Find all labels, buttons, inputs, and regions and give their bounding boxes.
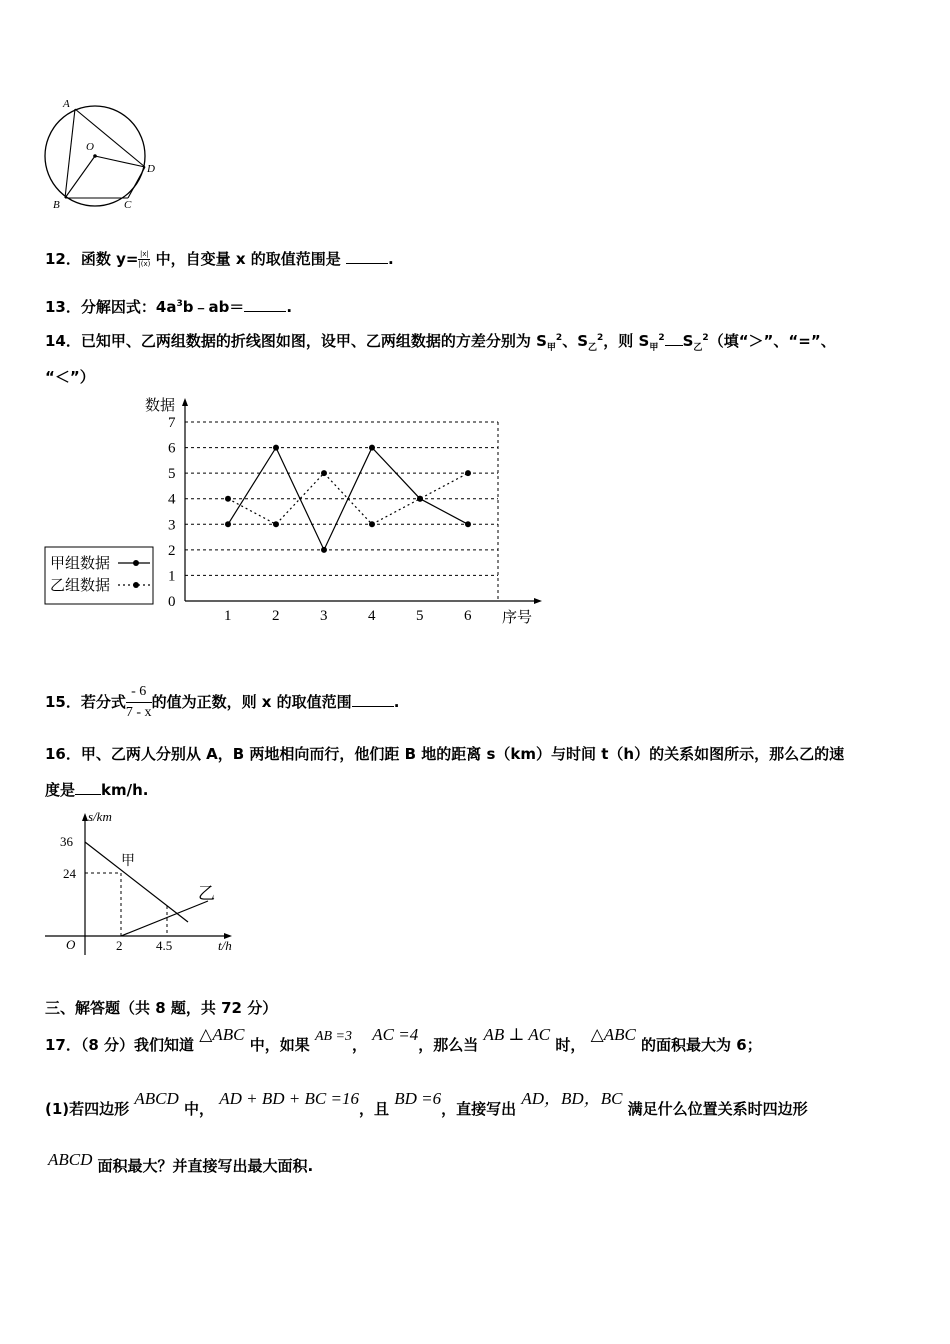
q17-1-text-c: ，且 (358, 1100, 389, 1118)
legend-label-2: 乙组数据 (50, 578, 111, 594)
q14-sup-2: 2 (597, 333, 604, 343)
q17-number: 17． (45, 1036, 81, 1054)
series-2-point (225, 496, 231, 502)
q13-text: 分解因式：4a (80, 298, 177, 316)
q15-answer-blank[interactable] (352, 706, 394, 707)
question-12 (45, 248, 394, 269)
q17-1-quad-2: ABCD (48, 1150, 93, 1169)
y-mark-36: 36 (60, 834, 73, 849)
label-C: C (124, 199, 132, 211)
y-tick-label: 1 (168, 568, 176, 585)
distance-time-figure (40, 805, 250, 965)
jia-line (85, 842, 188, 922)
q17-1-segs: AD，BD，BC (521, 1089, 623, 1108)
y-axis-label: s/km (88, 809, 112, 824)
q14-sup-4: 2 (702, 333, 709, 343)
question-14-line2 (45, 366, 95, 387)
question-14 (45, 330, 836, 353)
q14-sub-yi-2: 乙 (693, 343, 703, 353)
q15-fraction (126, 682, 152, 723)
q14-sup-3: 2 (658, 333, 665, 343)
chord-AB (65, 109, 75, 198)
q12-frac-num: |x| (140, 250, 149, 258)
label-D: D (147, 163, 155, 175)
question-16 (45, 743, 844, 764)
label-B: B (53, 199, 60, 211)
chord-AD (75, 109, 145, 167)
q13-text-b: b﹣ab＝ (182, 298, 245, 316)
legend-marker-1 (133, 560, 139, 566)
y-tick-label: 7 (168, 415, 176, 431)
q13-end: . (286, 298, 293, 316)
q15-end: . (393, 693, 400, 711)
question-16-line2 (45, 779, 148, 800)
x-axis-title: 序号 (502, 610, 533, 626)
q17-text-c: ，那么当 (418, 1036, 479, 1054)
legend-marker-2 (133, 582, 139, 588)
q14-line2: “＜”） (45, 368, 95, 386)
y-tick-label: 6 (168, 440, 176, 457)
x-tick-label: 2 (272, 608, 280, 624)
q14-sub-yi: 乙 (588, 343, 598, 353)
yi-line (121, 901, 208, 936)
q12-answer-blank[interactable] (346, 263, 388, 264)
q15-number: 15． (45, 693, 81, 711)
q16-answer-blank[interactable] (75, 794, 101, 795)
q17-1-text-f: 面积最大？并直接写出最大面积. (97, 1157, 314, 1175)
q17-text-e: 的面积最大为 6； (641, 1036, 762, 1054)
series-2-point (465, 470, 471, 476)
x-tick-label: 5 (416, 608, 424, 624)
q17-1-text-e: 满足什么位置关系时四边形 (627, 1100, 808, 1118)
q12-text-b: 中，自变量 x 的取值范围是 (150, 250, 346, 268)
circle-figure (38, 95, 168, 215)
x-mark-2: 2 (116, 938, 123, 953)
q12-frac-den: |(x) (138, 260, 151, 268)
q17-1-label: (1)若四边形 (45, 1100, 130, 1118)
q17-ac: AC =4 (372, 1025, 419, 1044)
x-tick-label: 3 (320, 608, 328, 624)
y-axis-arrow (182, 398, 188, 406)
series-1-point (225, 521, 231, 527)
section-3-title (45, 997, 277, 1018)
q14-answer-blank[interactable] (665, 345, 683, 346)
q17-ab: AB =3 (314, 1029, 353, 1044)
x-tick-label: 4 (368, 608, 376, 624)
q16-number: 16． (45, 745, 81, 763)
question-15 (45, 682, 399, 723)
series-2-point (321, 470, 327, 476)
q17-triangle: △ABC (199, 1025, 245, 1044)
x-axis-arrow (534, 598, 542, 604)
q17-1-bd: BD =6 (394, 1089, 442, 1108)
legend-label-1: 甲组数据 (50, 556, 111, 572)
series-1-point (465, 521, 471, 527)
y-tick-label: 3 (168, 517, 176, 534)
label-jia: 甲 (121, 854, 135, 869)
q14-number: 14． (45, 332, 81, 350)
q15-text-b: 的值为正数，则 x 的取值范围 (151, 693, 352, 711)
q16-line2-b: km/h. (101, 781, 149, 799)
x-mark-4-5: 4.5 (156, 938, 173, 953)
q14-sub-jia-2: 甲 (649, 343, 659, 353)
series-1-point (273, 445, 279, 451)
x-tick-label: 1 (224, 608, 232, 624)
y-axis-title: 数据 (145, 398, 176, 414)
y-tick-label: 5 (168, 466, 176, 483)
x-axis-label: t/h (218, 938, 232, 953)
question-17-part-1-line2 (48, 1150, 314, 1176)
label-A: A (63, 98, 70, 110)
q14-sub-jia: 甲 (546, 343, 556, 353)
series-1-point (369, 445, 375, 451)
line-chart (40, 390, 550, 630)
q17-text-b: 中，如果 (249, 1036, 310, 1054)
section-3-text: 三、解答题（共 8 题，共 72 分） (45, 999, 278, 1017)
q14-sup-1: 2 (555, 333, 563, 343)
q14-sep: 、S (562, 332, 588, 350)
question-17-part-1 (45, 1089, 808, 1119)
series-1-point (321, 547, 327, 553)
q17-triangle-2: △ABC (590, 1025, 636, 1044)
q17-perp: AB ⊥ AC (483, 1025, 551, 1044)
q17-text-a: （8 分）我们知道 (80, 1036, 195, 1054)
y-mark-24: 24 (63, 866, 76, 881)
origin-label: O (66, 937, 76, 952)
q12-end: . (388, 250, 394, 268)
q14-blank-sep: S (682, 332, 694, 350)
radius-OD (95, 156, 145, 167)
q15-frac-den: 7 - x (125, 705, 152, 720)
y-tick-label: 2 (168, 542, 176, 559)
q14-line1: 已知甲、乙两组数据的折线图如图，设甲、乙两组数据的方差分别为 S (80, 332, 547, 350)
series-2-point (369, 521, 375, 527)
q13-number: 13． (45, 298, 81, 316)
question-17 (45, 1025, 762, 1055)
q12-text-a: 函数 y= (80, 250, 139, 268)
center-dot (93, 154, 97, 158)
q17-1-quad: ABCD (134, 1089, 179, 1108)
q14-then: ，则 S (603, 332, 650, 350)
series-2-point (273, 521, 279, 527)
q12-number: 12． (45, 250, 81, 268)
x-tick-label: 6 (464, 608, 472, 624)
q12-fraction (138, 250, 150, 269)
y-tick-label: 4 (168, 491, 176, 508)
q17-1-sum: AD + BD + BC =16 (219, 1089, 359, 1108)
series-2-point (417, 496, 423, 502)
q15-text-a: 若分式 (80, 693, 126, 711)
label-O: O (86, 141, 94, 153)
y-tick-label: 0 (168, 594, 176, 610)
q16-line2-a: 度是 (45, 781, 76, 799)
chord-CD (128, 167, 145, 198)
q17-text-d: 时， (555, 1036, 586, 1054)
q17-1-text-b: 中， (184, 1100, 215, 1118)
q16-line1: 甲、乙两人分别从 A，B 两地相向而行，他们距 B 地的距离 s（km）与时间 t（h）的关系如图所示，那么乙的速 (80, 745, 845, 763)
q13-answer-blank[interactable] (244, 311, 286, 312)
q17-1-text-d: ，直接写出 (441, 1100, 517, 1118)
q15-frac-num: - 6 (126, 682, 152, 703)
label-yi: 乙 (198, 884, 215, 903)
q13-sup: 3 (176, 299, 183, 309)
question-13 (45, 296, 292, 317)
q17-comma: ， (352, 1036, 368, 1054)
q14-fill: （填“＞”、“=”、 (708, 332, 836, 350)
